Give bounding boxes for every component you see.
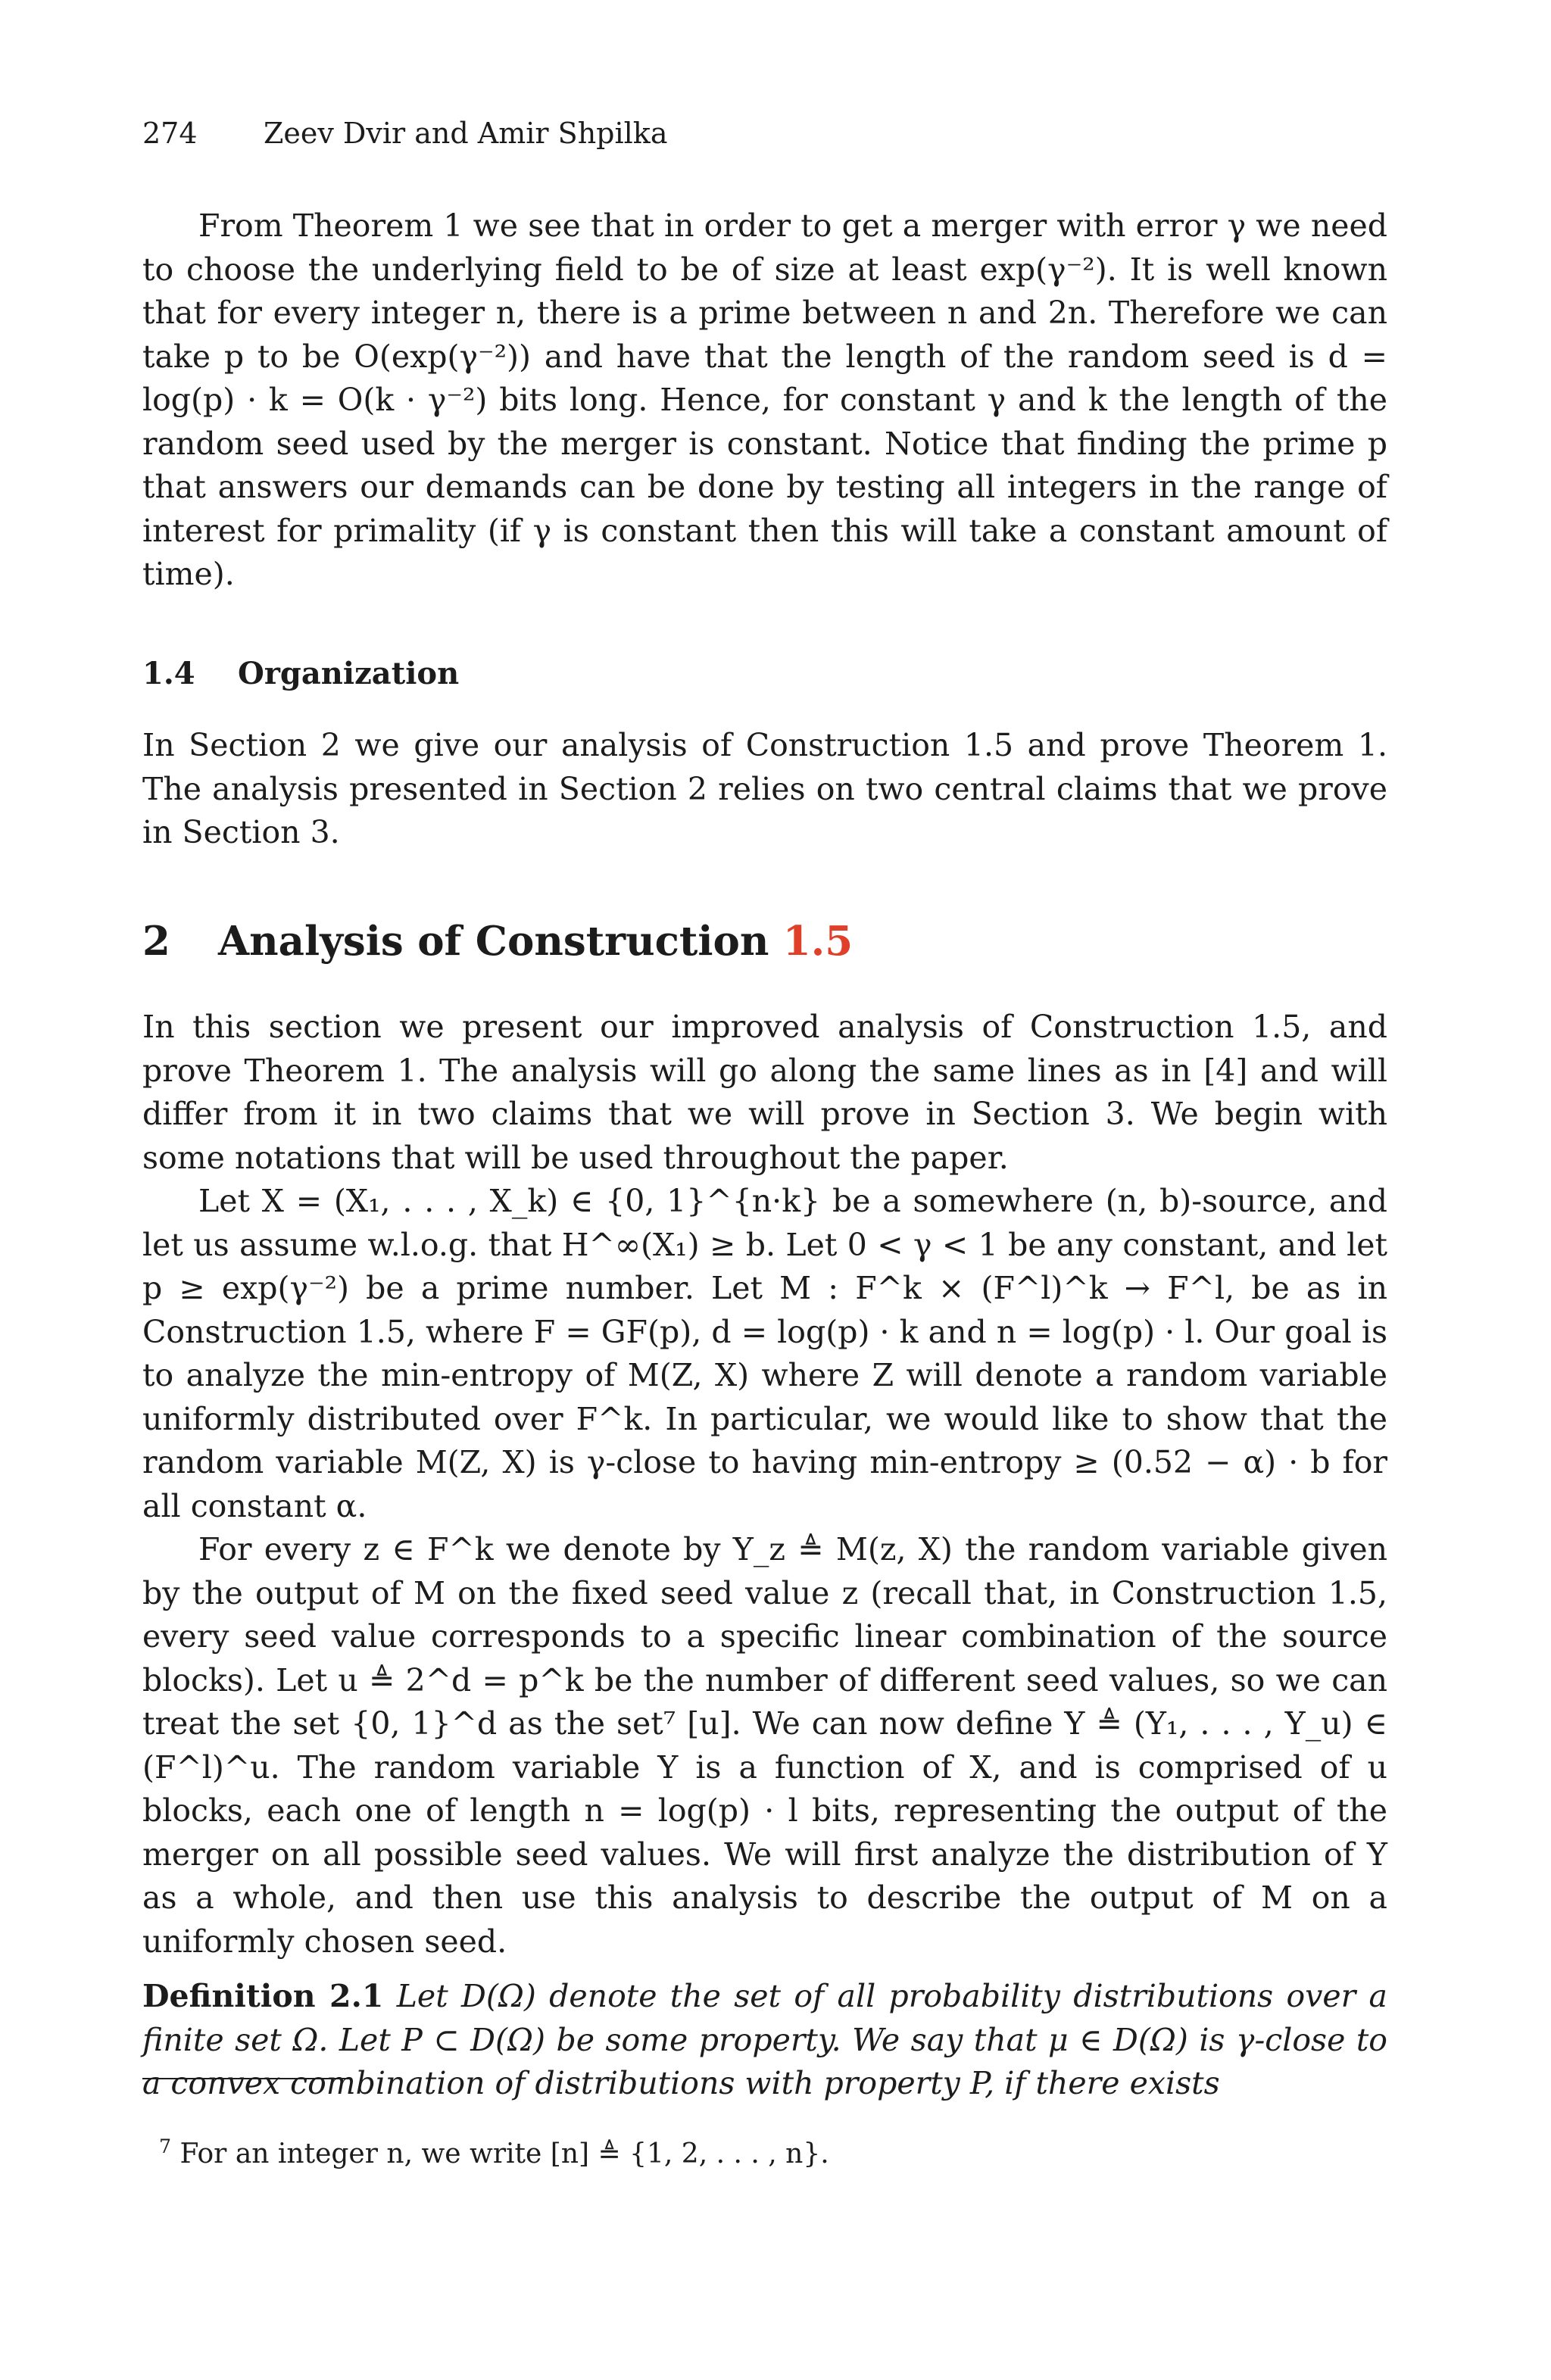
organization-text: In Section 2 we give our analysis of Construction 1.5 and prove Theorem 1. The analysis presented in Section 2 relies on two central claims that we prove in Section 3. xyxy=(142,727,1387,850)
subsection-number: 1.4 xyxy=(142,656,195,691)
intro-text: From Theorem 1 we see that in order to get a merger with error γ we need to choose the underlying field to be of size at least exp(γ⁻²). It is well known that for every integer n, there is a prime between n and 2n. Therefore we can take p to be O(exp(γ⁻²)) and have that the length of the random seed is d = log(p) · k = O(k · γ⁻²) bits long. Hence, for constant γ and k the length of the random seed used by the merger is constant. Notice that finding the prime p that answers our demands can be done by testing all integers in the range of interest for primality (if γ is constant then this will take a constant amount of time). xyxy=(142,207,1387,592)
section-body xyxy=(142,1006,1387,1964)
organization-paragraph xyxy=(142,724,1387,855)
definition-block xyxy=(142,1975,1387,2106)
footnote xyxy=(159,2135,829,2173)
footnote-rule xyxy=(142,2078,351,2079)
footnote-marker: 7 xyxy=(159,2135,172,2157)
section-number: 2 xyxy=(142,918,170,965)
authors: Zeev Dvir and Amir Shpilka xyxy=(264,117,668,150)
subsection-heading xyxy=(142,653,459,695)
section-title-ref[interactable]: 1.5 xyxy=(782,918,854,965)
section-paragraph-2: Let X = (X₁, . . . , X_k) ∈ {0, 1}^{n·k} be a somewhere (n, b)-source, and let us assume w.l.o.g. that H^∞(X₁) ≥ b. Let 0 < γ < 1 be any constant, and let p ≥ exp(γ⁻²) be a prime number. Let M : F^k × (F^l)^k → F^l, be as in Construction 1.5, where F = GF(p), d = log(p) · k and n = log(p) · l. Our goal is to analyze the min-entropy of M(Z, X) where Z will denote a random variable uniformly distributed over F^k. In particular, we would like to show that the random variable M(Z, X) is γ-close to having min-entropy ≥ (0.52 − α) · b for all constant α. xyxy=(142,1183,1387,1524)
footnote-text: For an integer n, we write [n] ≜ {1, 2, . . . , n}. xyxy=(179,2138,829,2169)
section-paragraph-3: For every z ∈ F^k we denote by Y_z ≜ M(z, X) the random variable given by the output of M on the fixed seed value z (recall that, in Construction 1.5, every seed value corresponds to a specific linear combination of the source blocks). Let u ≜ 2^d = p^k be the number of different seed values, so we can treat the set {0, 1}^d as the set⁷ [u]. We can now define Y ≜ (Y₁, . . . , Y_u) ∈ (F^l)^u. The random variable Y is a function of X, and is comprised of u blocks, each one of length n = log(p) · l bits, representing the output of the merger on all possible seed values. We will first analyze the distribution of Y as a whole, and then use this analysis to describe the output of M on a uniformly chosen seed. xyxy=(142,1531,1387,1960)
definition xyxy=(142,1975,1387,2106)
running-header xyxy=(142,112,667,154)
subsection-title: Organization xyxy=(238,656,460,691)
section-heading xyxy=(142,915,853,968)
definition-text: Let D(Ω) denote the set of all probability distributions over a finite set Ω. Let P ⊂ D(Ω) be some property. We say that μ ∈ D(Ω) is γ-close to a convex combination of distributions with property P, if there exists xyxy=(142,1978,1387,2101)
intro-paragraph xyxy=(142,204,1387,597)
page-number: 274 xyxy=(142,117,198,150)
section-paragraph-1: In this section we present our improved analysis of Construction 1.5, and prove Theorem 1. The analysis will go along the same lines as in [4] and will differ from it in two claims that we will prove in Section 3. We begin with some notations that will be used throughout the paper. xyxy=(142,1009,1387,1176)
section-title: Analysis of Construction xyxy=(218,918,769,965)
definition-label: Definition 2.1 xyxy=(142,1978,384,2014)
